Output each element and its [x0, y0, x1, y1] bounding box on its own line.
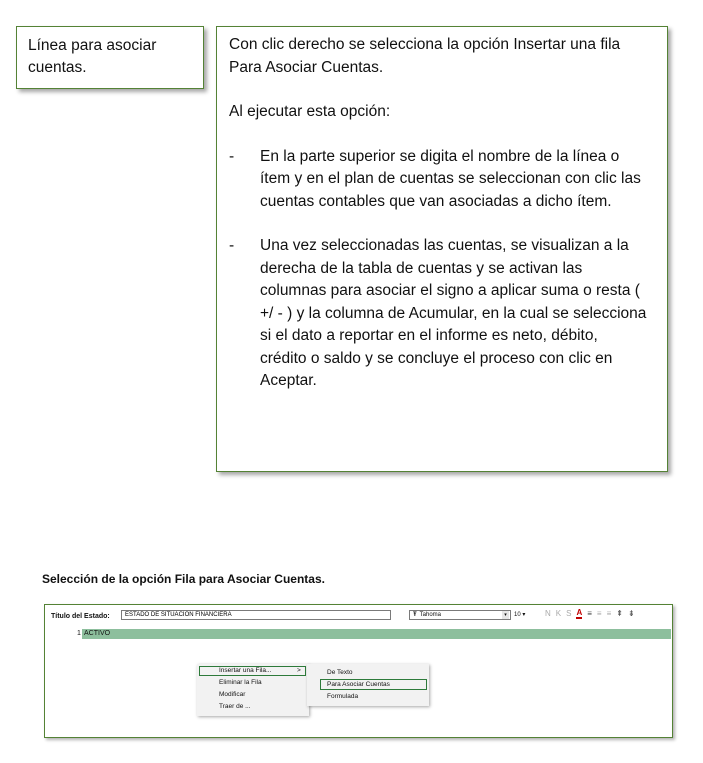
- title-input[interactable]: [121, 610, 391, 620]
- submenu-item-text[interactable]: De Texto: [327, 669, 353, 676]
- callout-line-text: Línea para asociar cuentas.: [28, 37, 157, 76]
- font-name: Tahoma: [419, 612, 442, 618]
- format-toolbar: [545, 609, 635, 619]
- submenu-item-associate-accounts[interactable]: Para Asociar Cuentas: [327, 681, 390, 688]
- chevron-down-icon[interactable]: ▾: [502, 611, 509, 619]
- italic-icon[interactable]: K: [555, 609, 562, 618]
- outdent-icon[interactable]: ⇟: [627, 609, 635, 618]
- bullet-dash: -: [229, 147, 235, 165]
- font-size-value: 10: [514, 612, 521, 618]
- font-color-icon[interactable]: A: [576, 608, 583, 617]
- align-center-icon[interactable]: ≡: [596, 609, 602, 618]
- instruction-bullet: [229, 235, 655, 393]
- menu-item-insert-row[interactable]: Insertar una Fila...: [219, 667, 272, 674]
- submenu-item-formula[interactable]: Formulada: [327, 693, 359, 700]
- bullet-text: Una vez seleccionadas las cuentas, se visualizan a la derecha de la tabla de cuentas y se activan las columnas para asociar el signo a aplicar suma o resta ( +/ - ) y la columna de Acumular, en la cual se selecciona si el dato a reportar en el informe es neto, débito, crédito o saldo y se concluye el proceso con clic en Aceptar.: [260, 237, 647, 389]
- menu-item-modify[interactable]: Modificar: [219, 691, 246, 698]
- align-right-icon[interactable]: ≡: [606, 609, 612, 618]
- callout-instructions-box: [216, 26, 668, 472]
- indent-icon[interactable]: ⇞: [616, 609, 623, 618]
- bold-icon[interactable]: N: [545, 609, 551, 618]
- submenu: [307, 664, 429, 706]
- submenu-arrow-icon: >: [297, 667, 301, 674]
- underline-icon[interactable]: S: [566, 609, 572, 618]
- chevron-down-icon[interactable]: ▾: [522, 612, 526, 618]
- menu-item-delete-row[interactable]: Eliminar la Fila: [219, 679, 262, 686]
- row-number: 1: [77, 630, 81, 637]
- bullet-dash: -: [229, 237, 235, 254]
- figure-caption: Selección de la opción Fila para Asociar Cuentas.: [42, 572, 325, 586]
- menu-item-bring-from[interactable]: Traer de ...: [219, 703, 251, 710]
- title-label: Título del Estado:: [51, 613, 110, 620]
- callout-line-box: [16, 26, 204, 89]
- table-row[interactable]: [77, 629, 671, 639]
- font-select[interactable]: [409, 610, 511, 620]
- instructions-intro: Con clic derecho se selecciona la opción Insertar una fila Para Asociar Cuentas.: [229, 36, 621, 76]
- instruction-bullet: [229, 146, 655, 214]
- align-left-icon[interactable]: ≡: [587, 609, 592, 618]
- bullet-text: En la parte superior se digita el nombre de la línea o ítem y en el plan de cuentas se seleccionan con clic las cuentas contables que van asociadas a dicho ítem.: [260, 147, 641, 210]
- font-size-select[interactable]: [514, 610, 539, 620]
- instructions-subtitle: Al ejecutar esta opción:: [229, 103, 391, 120]
- font-icon: Ŧ: [413, 612, 417, 618]
- report-editor-screenshot: [44, 604, 673, 738]
- context-menu: [197, 664, 309, 716]
- row-label: ACTIVO: [84, 630, 111, 637]
